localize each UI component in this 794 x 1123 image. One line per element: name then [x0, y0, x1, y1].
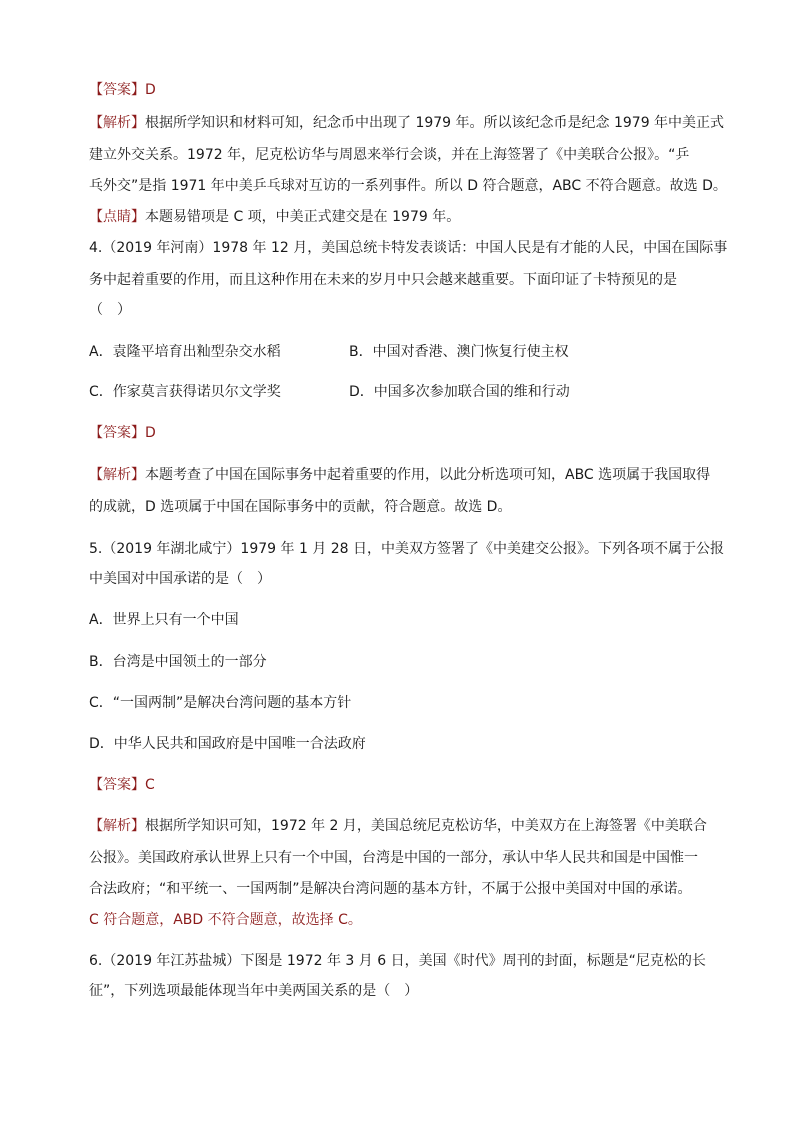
q4-stem-line-3: （ ）: [89, 302, 131, 318]
q6-stem-line-1: 6.（2019 年江苏盐城）下图是 1972 年 3 月 6 日，美国《时代》周刊的封面，标题是“尼克松的长: [89, 953, 706, 969]
q4-analysis-line-2: 的成就，D 选项属于中国在国际事务中的贡献，符合题意。故选 D。: [89, 499, 512, 515]
answer-value: C: [145, 777, 155, 793]
analysis-text: 根据所学知识可知，1972 年 2 月，美国总统尼克松访华，中美双方在上海签署《中美联合: [145, 818, 707, 834]
q4-options-row-2: [89, 382, 724, 402]
q5-stem-line-1: 5.（2019 年湖北咸宁）1979 年 1 月 28 日，中美双方签署了《中美建交公报》。下列各项不属于公报: [89, 541, 725, 557]
analysis-line-2: 建立外交关系。1972 年，尼克松访华与周恩来举行会谈，并在上海签署了《中美联合公报》。“乒: [89, 147, 690, 163]
answer-value: D: [145, 425, 156, 441]
q5-option-c: C．“一国两制”是解决台湾问题的基本方针: [89, 695, 352, 711]
q4-option-c: C．作家莫言获得诺贝尔文学奖: [89, 384, 281, 400]
q4-option-a: A．袁隆平培育出籼型杂交水稻: [89, 344, 281, 360]
point-line: [89, 207, 724, 227]
q4-option-b: B．中国对香港、澳门恢复行使主权: [349, 344, 569, 360]
q5-option-b: B．台湾是中国领土的一部分: [89, 654, 267, 670]
q4-analysis-line-1: [89, 465, 724, 485]
q4-answer-line: [89, 423, 724, 443]
point-text: 本题易错项是 C 项，中美正式建交是在 1979 年。: [145, 209, 461, 225]
analysis-text: 根据所学知识和材料可知，纪念币中出现了 1979 年。所以该纪念币是纪念 1979 年中美正式: [145, 115, 725, 131]
q5-option-a: A．世界上只有一个中国: [89, 612, 239, 628]
q4-options-row-1: [89, 342, 724, 362]
q5-analysis-line-1: [89, 816, 724, 836]
analysis-line-1: [89, 113, 724, 133]
analysis-text: 本题考查了中国在国际事务中起着重要的作用，以此分析选项可知，ABC 选项属于我国取得: [145, 467, 711, 483]
q4-stem-line-2: 务中起着重要的作用，而且这种作用在未来的岁月中只会越来越重要。下面印证了卡特预见的是: [89, 272, 677, 288]
answer-tag: 【答案】: [89, 777, 145, 793]
analysis-tag: 【解析】: [89, 818, 145, 834]
answer-line: [89, 80, 724, 100]
q5-analysis-line-4: C 符合题意，ABD 不符合题意，故选择 C。: [89, 912, 362, 928]
answer-value: D: [145, 82, 156, 98]
q6-stem-line-2: 征”，下列选项最能体现当年中美两国关系的是（ ）: [89, 983, 419, 999]
q5-stem-line-2: 中美国对中国承诺的是（ ）: [89, 571, 271, 587]
q5-analysis-line-2: 公报》。美国政府承认世界上只有一个中国，台湾是中国的一部分，承认中华人民共和国是中国惟一: [89, 850, 698, 866]
point-tag: 【点睛】: [89, 209, 145, 225]
q5-answer-line: [89, 775, 724, 795]
answer-tag: 【答案】: [89, 425, 145, 441]
analysis-line-3: 乓外交”是指 1971 年中美乒乓球对互访的一系列事件。所以 D 符合题意，ABC 不符合题意。故选 D。: [89, 178, 727, 194]
q4-option-d: D．中国多次参加联合国的维和行动: [349, 384, 570, 400]
analysis-tag: 【解析】: [89, 115, 145, 131]
q4-stem-line-1: 4.（2019 年河南）1978 年 12 月，美国总统卡特发表谈话：中国人民是有才能的人民，中国在国际事: [89, 240, 728, 256]
q5-analysis-line-3: 合法政府；“和平统一、一国两制”是解决台湾问题的基本方针，不属于公报中美国对中国的承诺。: [89, 881, 692, 897]
answer-tag: 【答案】: [89, 82, 145, 98]
analysis-tag: 【解析】: [89, 467, 145, 483]
q5-option-d: D．中华人民共和国政府是中国唯一合法政府: [89, 736, 366, 752]
